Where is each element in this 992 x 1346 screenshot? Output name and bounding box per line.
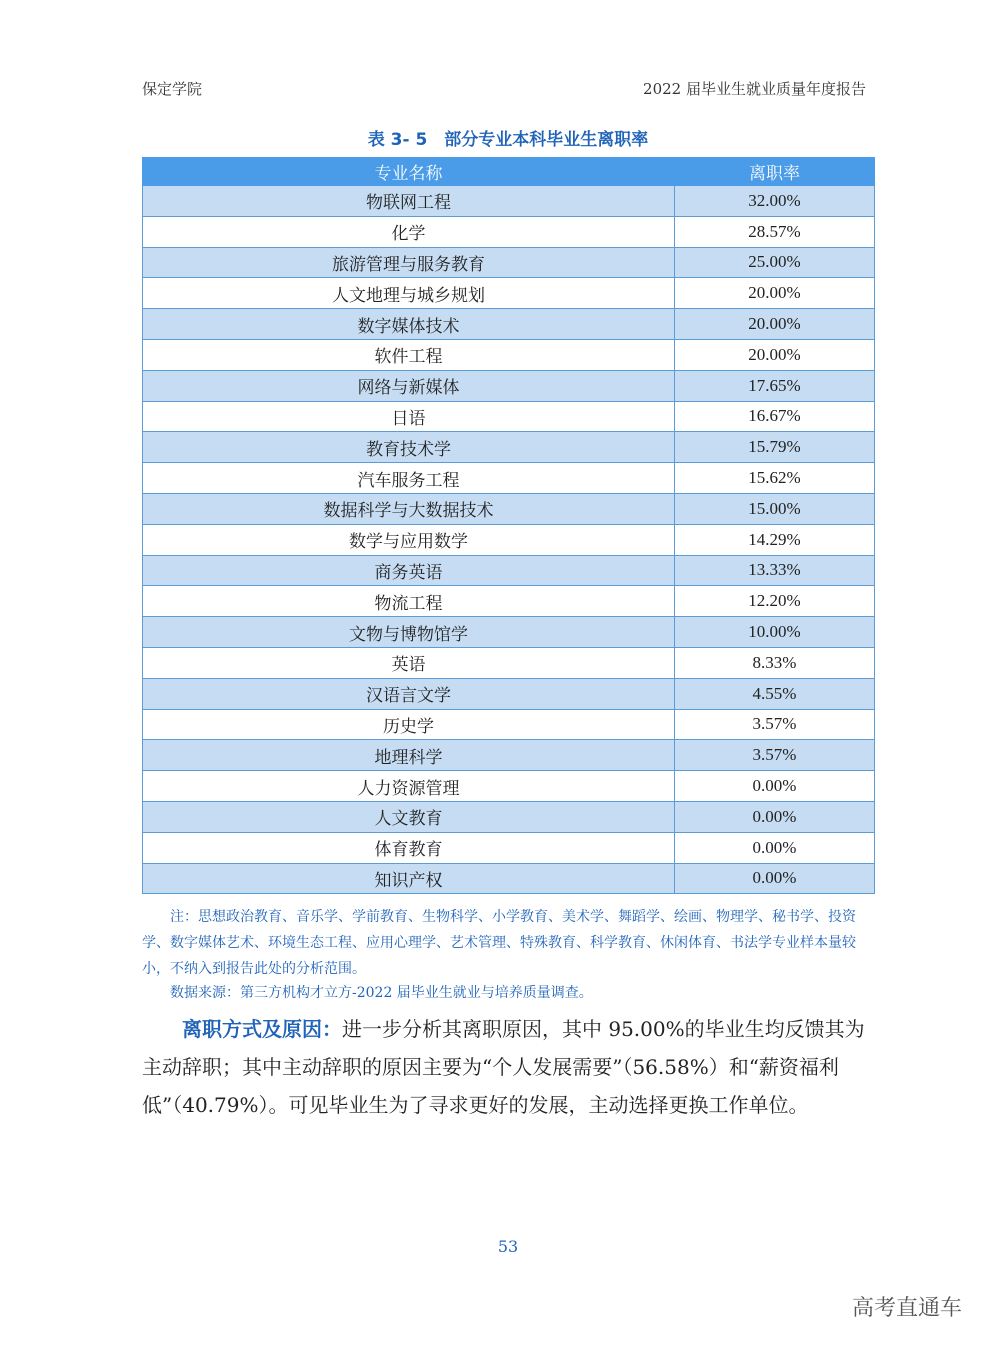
- turnover-rate-cell: 13.33%: [675, 555, 875, 586]
- major-name-cell: 数字媒体技术: [143, 309, 675, 340]
- major-name-cell: 物流工程: [143, 586, 675, 617]
- table-row: [143, 740, 875, 771]
- major-name-cell: 数据科学与大数据技术: [143, 493, 675, 524]
- major-name-cell: 体育教育: [143, 832, 675, 863]
- major-name-cell: 教育技术学: [143, 432, 675, 463]
- table-row: [143, 401, 875, 432]
- major-name-cell: 人力资源管理: [143, 771, 675, 802]
- table-caption: 表 3- 5 部分专业本科毕业生离职率: [367, 130, 649, 150]
- turnover-rate-cell: 15.79%: [675, 432, 875, 463]
- major-name-cell: 历史学: [143, 709, 675, 740]
- column-header-major: 专业名称: [143, 158, 675, 186]
- turnover-rate-cell: 28.57%: [675, 216, 875, 247]
- major-name-cell: 旅游管理与服务教育: [143, 247, 675, 278]
- major-name-cell: 地理科学: [143, 740, 675, 771]
- major-name-cell: 英语: [143, 647, 675, 678]
- table-row: [143, 617, 875, 648]
- running-header-institution: 保定学院: [142, 80, 203, 98]
- table-row: [143, 278, 875, 309]
- major-name-cell: 数学与应用数学: [143, 524, 675, 555]
- table-note: 注：思想政治教育、音乐学、学前教育、生物科学、小学教育、美术学、舞蹈学、绘画、物理学、秘书学、投资学、数字媒体艺术、环境生态工程、应用心理学、艺术管理、特殊教育、科学教育、休闲体育、书法学专业样本量较小，不纳入到报告此处的分析范围。: [142, 909, 856, 977]
- paragraph-lead: 离职方式及原因：: [182, 1017, 342, 1041]
- data-source: 数据来源：第三方机构才立方-2022 届毕业生就业与培养质量调查。: [170, 985, 593, 1001]
- watermark: 高考直通车: [851, 1296, 962, 1321]
- table-row: [143, 370, 875, 401]
- running-header-report-title: 2022 届毕业生就业质量年度报告: [643, 80, 866, 98]
- table-row: [143, 709, 875, 740]
- paragraph-body: 进一步分析其离职原因，其中 95.00%的毕业生均反馈其为主动辞职；其中主动辞职的原因主要为“个人发展需要”（56.58%）和“薪资福利低”（40.79%）。可见毕业生为了寻求更好的发展，主动选择更换工作单位。: [142, 1017, 865, 1117]
- table-row: [143, 339, 875, 370]
- table-row: [143, 801, 875, 832]
- turnover-rate-cell: 20.00%: [675, 309, 875, 340]
- page-number: 53: [497, 1237, 519, 1256]
- major-name-cell: 人文教育: [143, 801, 675, 832]
- table-row: [143, 647, 875, 678]
- table-row: [143, 216, 875, 247]
- table-row: [143, 186, 875, 217]
- turnover-rate-cell: 0.00%: [675, 771, 875, 802]
- table-row: [143, 586, 875, 617]
- major-name-cell: 商务英语: [143, 555, 675, 586]
- turnover-rate-cell: 15.00%: [675, 493, 875, 524]
- turnover-rate-cell: 0.00%: [675, 832, 875, 863]
- major-name-cell: 汉语言文学: [143, 678, 675, 709]
- table-row: [143, 463, 875, 494]
- table-row: [143, 247, 875, 278]
- turnover-rate-cell: 14.29%: [675, 524, 875, 555]
- major-name-cell: 日语: [143, 401, 675, 432]
- turnover-rate-cell: 20.00%: [675, 339, 875, 370]
- turnover-rate-cell: 10.00%: [675, 617, 875, 648]
- major-name-cell: 物联网工程: [143, 186, 675, 217]
- major-name-cell: 文物与博物馆学: [143, 617, 675, 648]
- turnover-rate-cell: 15.62%: [675, 463, 875, 494]
- table-body: [143, 186, 875, 894]
- turnover-rate-cell: 25.00%: [675, 247, 875, 278]
- table-row: [143, 771, 875, 802]
- body-paragraph: [142, 1010, 876, 1124]
- table-row: [143, 678, 875, 709]
- major-name-cell: 网络与新媒体: [143, 370, 675, 401]
- table-header-row: [143, 158, 875, 186]
- turnover-rate-cell: 17.65%: [675, 370, 875, 401]
- turnover-rate-cell: 0.00%: [675, 801, 875, 832]
- turnover-rate-cell: 16.67%: [675, 401, 875, 432]
- major-name-cell: 汽车服务工程: [143, 463, 675, 494]
- table-row: [143, 524, 875, 555]
- table-row: [143, 832, 875, 863]
- table-row: [143, 309, 875, 340]
- turnover-rate-cell: 32.00%: [675, 186, 875, 217]
- major-name-cell: 软件工程: [143, 339, 675, 370]
- turnover-rate-cell: 4.55%: [675, 678, 875, 709]
- turnover-rate-cell: 8.33%: [675, 647, 875, 678]
- turnover-rate-cell: 12.20%: [675, 586, 875, 617]
- turnover-rate-cell: 3.57%: [675, 709, 875, 740]
- table-row: [143, 493, 875, 524]
- turnover-rate-cell: 3.57%: [675, 740, 875, 771]
- table-row: [143, 863, 875, 894]
- turnover-rate-cell: 0.00%: [675, 863, 875, 894]
- turnover-rate-cell: 20.00%: [675, 278, 875, 309]
- column-header-rate: 离职率: [675, 158, 875, 186]
- major-name-cell: 化学: [143, 216, 675, 247]
- major-name-cell: 人文地理与城乡规划: [143, 278, 675, 309]
- table-row: [143, 432, 875, 463]
- turnover-rate-table: [142, 157, 875, 894]
- table-row: [143, 555, 875, 586]
- major-name-cell: 知识产权: [143, 863, 675, 894]
